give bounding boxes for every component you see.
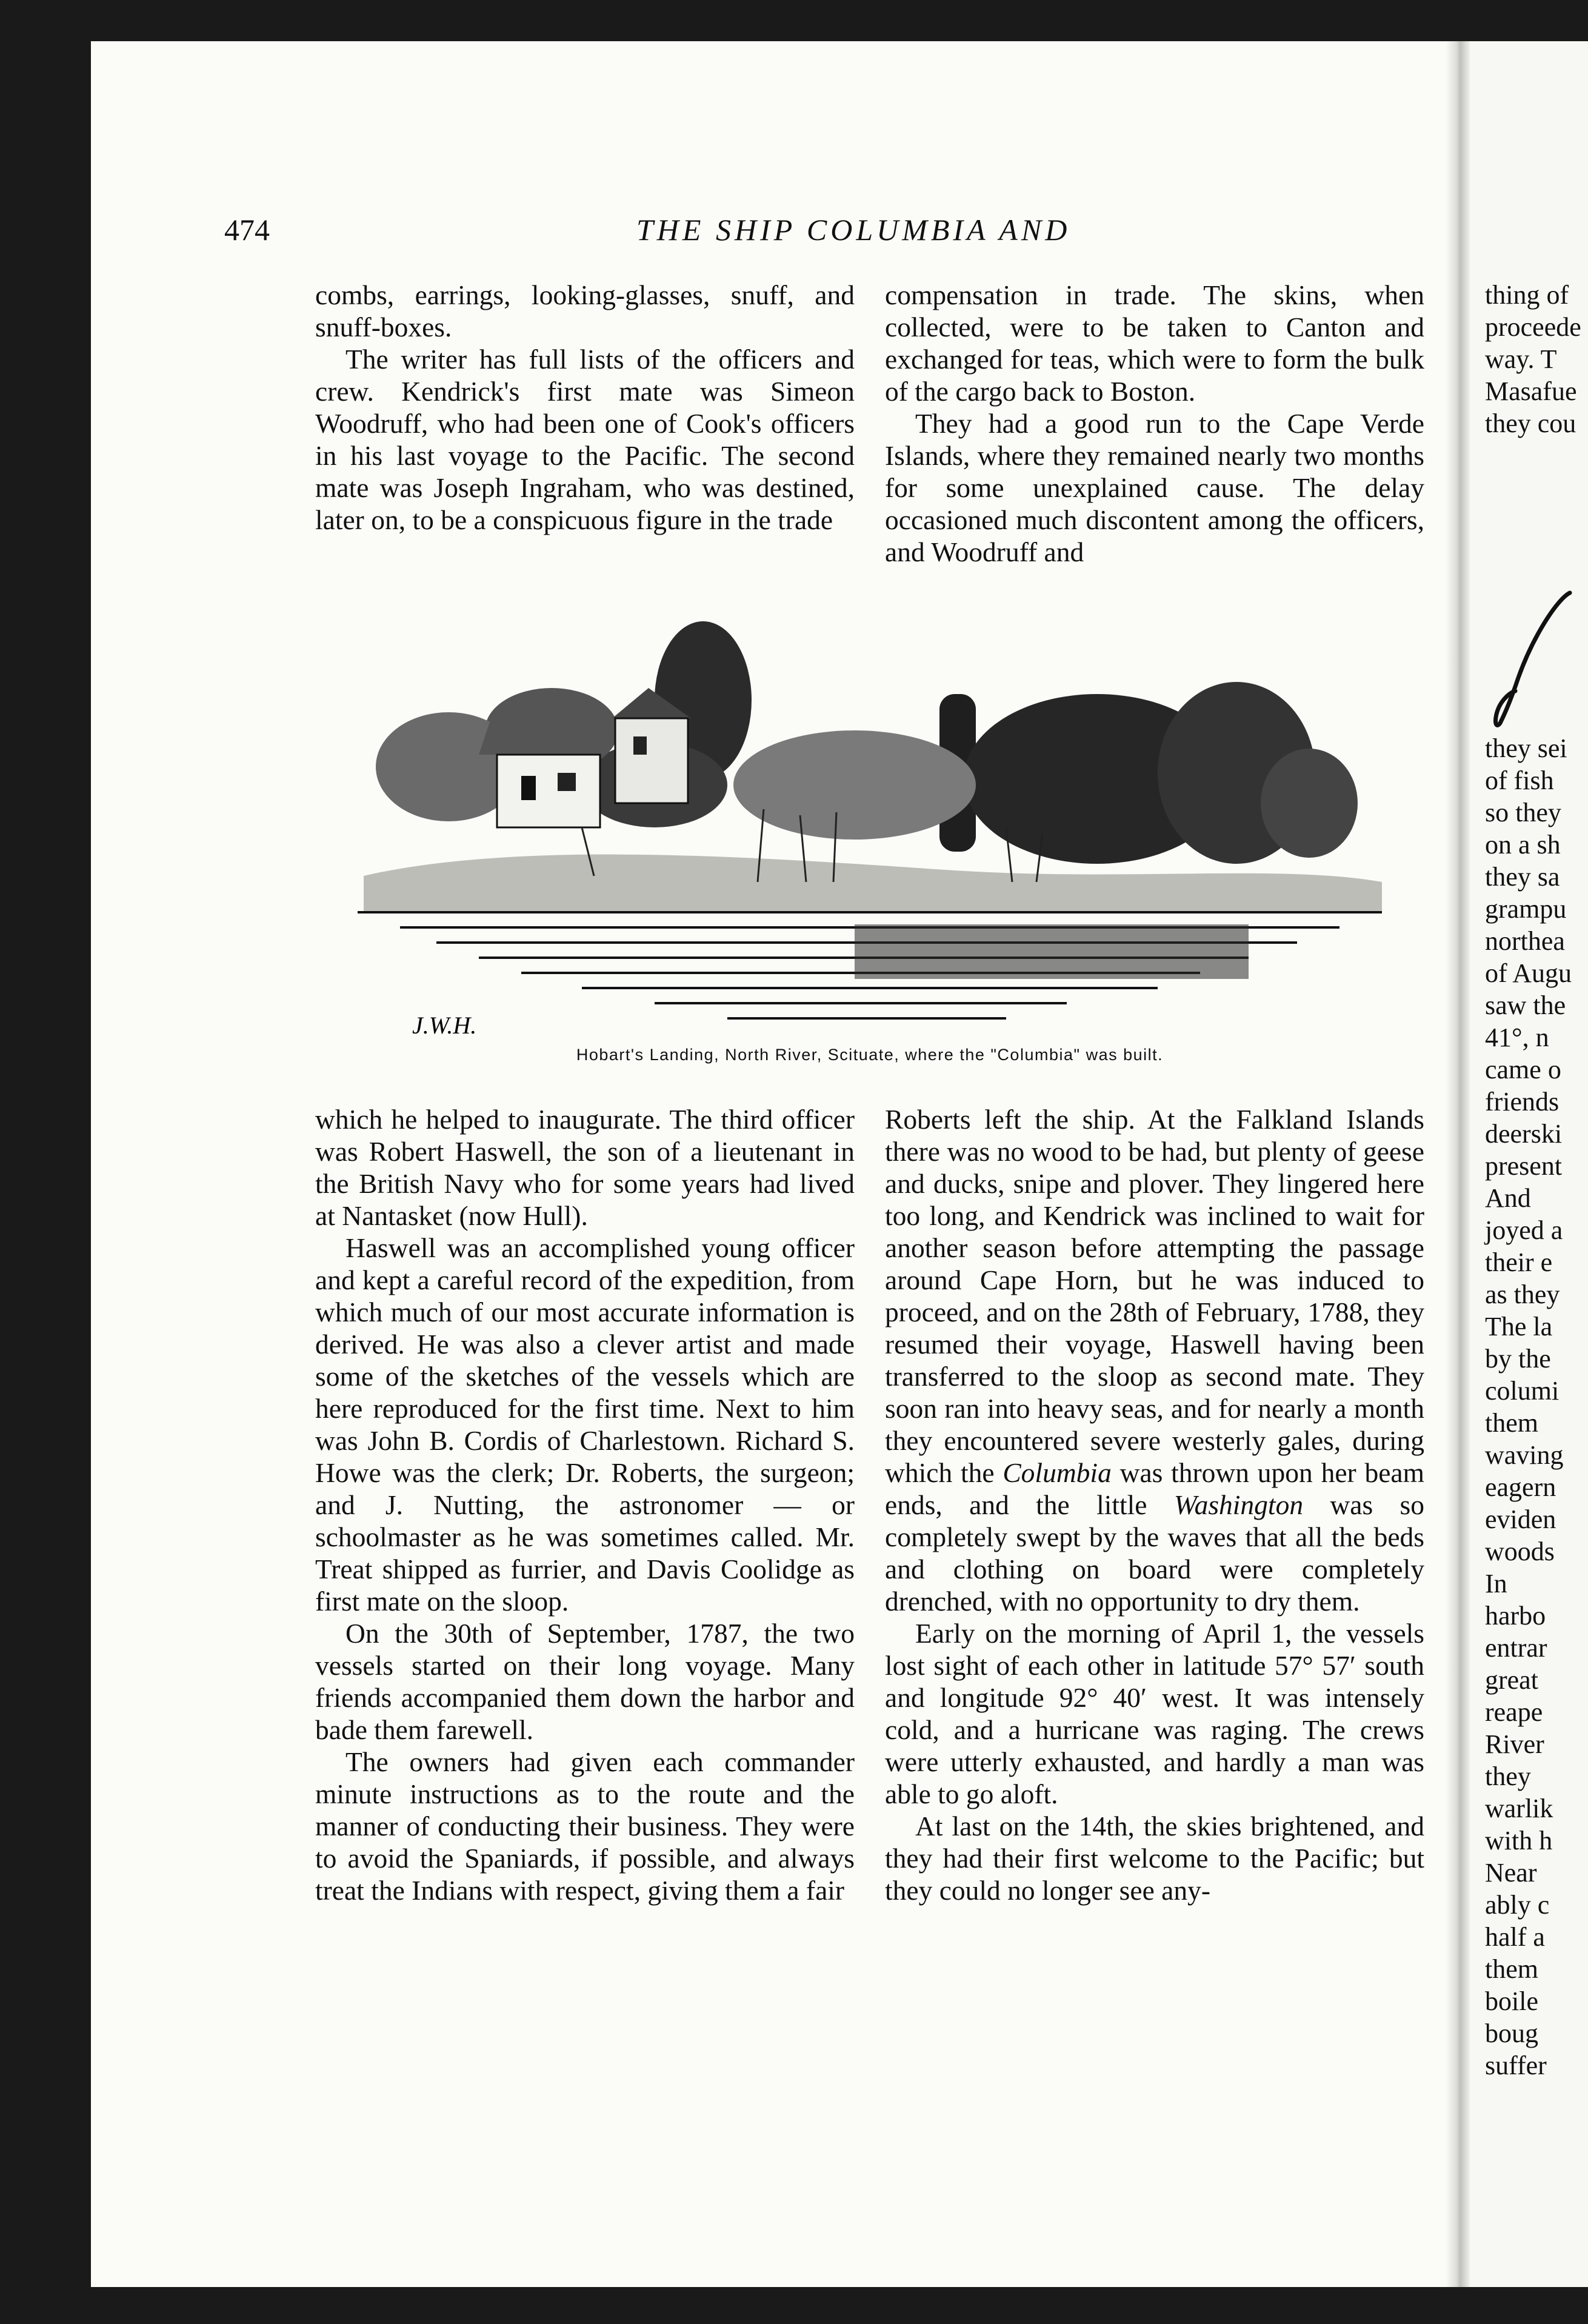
paragraph: They had a good run to the Cape Verde Islands, where they remained nearly two months for some unexplained cause. The delay occasioned much discontent among the officers, and Woodruff and	[885, 408, 1424, 567]
facing-page-line: In	[1485, 1569, 1507, 1598]
facing-page-line: half a	[1485, 1922, 1545, 1952]
facing-page-line: Masafue	[1485, 376, 1577, 406]
facing-page-line: 41°, n	[1485, 1023, 1549, 1052]
facing-page	[1458, 41, 1588, 2287]
facing-page-line: thing of	[1485, 280, 1569, 310]
facing-page-line: eviden	[1485, 1504, 1556, 1534]
facing-page-line: Near	[1485, 1858, 1537, 1888]
facing-page-line: friends	[1485, 1087, 1560, 1117]
paragraph: The writer has full lists of the officers and crew. Kendrick's first mate was Simeon Woodruff, who had been one of Cook's officers in his last voyage to the Pacific. The second mate was Joseph Ingraham, who was destined, later on, to be a conspicuous figure in the trade	[315, 344, 855, 535]
ornamental-initial-letter	[1491, 587, 1576, 732]
text-run: was so completely swept by the waves that all the beds and clothing on board were completely drenched, with no opportunity to dry them.	[885, 1489, 1424, 1617]
facing-page-line: boug	[1485, 2018, 1538, 2048]
column-right-top	[885, 279, 1424, 568]
facing-page-line: reape	[1485, 1697, 1543, 1727]
facing-page-line: by the	[1485, 1344, 1551, 1374]
facing-page-line: warlik	[1485, 1794, 1553, 1823]
column-left-top	[315, 279, 855, 536]
facing-page-line: boile	[1485, 1986, 1538, 2016]
facing-page-line: way. T	[1485, 344, 1557, 374]
facing-page-line: them	[1485, 1408, 1538, 1438]
page-number: 474	[224, 213, 270, 247]
facing-page-line: columi	[1485, 1376, 1560, 1406]
facing-page-line: on a sh	[1485, 830, 1561, 860]
page-header	[224, 212, 1424, 255]
facing-page-line: And	[1485, 1183, 1531, 1213]
column-right-bottom	[885, 1103, 1424, 1906]
facing-page-line: waving	[1485, 1440, 1564, 1470]
ship-name: Washington	[1173, 1489, 1304, 1520]
facing-page-line: grampu	[1485, 894, 1567, 924]
facing-page-line: ably c	[1485, 1890, 1550, 1920]
running-title: THE SHIP COLUMBIA AND	[636, 213, 1071, 247]
facing-page-line: northea	[1485, 926, 1565, 956]
text-run: Roberts left the ship. At the Falkland Islands there was no wood to be had, but plenty of geese and ducks, snipe and plover. They lingered here too long, and Kendrick was inclined to wait for another season before attempting the passage around Cape Horn, but he was induced to proceed, and on the 28th of February, 1788, they resumed their voyage, Haswell having been transferred to the sloop as second mate. They soon ran into heavy seas, and for nearly a month they encountered severe westerly gales, during which the	[885, 1104, 1424, 1488]
column-left-bottom	[315, 1103, 855, 1906]
facing-page-line: proceede	[1485, 312, 1581, 342]
facing-page-line: entrar	[1485, 1633, 1547, 1663]
facing-page-line: so they	[1485, 798, 1561, 827]
facing-page-line: great	[1485, 1665, 1538, 1695]
figure-caption: Hobart's Landing, North River, Scituate, where the "Columbia" was built.	[576, 1046, 1164, 1064]
facing-page-line: as they	[1485, 1280, 1560, 1309]
facing-page-line: of fish	[1485, 766, 1554, 795]
facing-page-line: they sa	[1485, 862, 1560, 892]
facing-page-line: saw the	[1485, 990, 1566, 1020]
facing-page-line: present	[1485, 1151, 1563, 1181]
paragraph: which he helped to inaugurate. The third officer was Robert Haswell, the son of a lieutenant in the British Navy who for some years had lived at Nantasket (now Hull).	[315, 1104, 855, 1231]
ship-name: Columbia	[1003, 1457, 1112, 1488]
page-gutter	[1446, 41, 1470, 2287]
reflection	[855, 924, 1249, 979]
facing-page-line: harbo	[1485, 1601, 1546, 1631]
paragraph: Haswell was an accomplished young officer and kept a careful record of the expedition, from which much of our most accurate information is derived. He was also a clever artist and made some of the sketches of the vessels which are here reproduced for the first time. Next to him was John B. Cordis of Charlestown. Richard S. Howe was the clerk; Dr. Roberts, the surgeon; and J. Nutting, the astronomer — or schoolmaster as he was sometimes called. Mr. Treat shipped as furrier, and Davis Coolidge as first mate on the sloop.	[315, 1232, 855, 1617]
paragraph: combs, earrings, looking-glasses, snuff, and snuff-boxes.	[315, 279, 855, 342]
facing-page-line: suffer	[1485, 2051, 1547, 2080]
facing-page-line: came o	[1485, 1055, 1561, 1084]
facing-page-line: they sei	[1485, 733, 1567, 763]
facing-page-line: they	[1485, 1761, 1531, 1791]
paragraph	[885, 1103, 1424, 1617]
facing-page-line: eagern	[1485, 1472, 1556, 1502]
facing-page-line: The la	[1485, 1312, 1553, 1341]
paragraph: compensation in trade. The skins, when collected, were to be taken to Canton and exchanged for teas, which were to form the bulk of the cargo back to Boston.	[885, 279, 1424, 407]
facing-page-line: their e	[1485, 1247, 1553, 1277]
paragraph: On the 30th of September, 1787, the two vessels started on their long voyage. Many friends accompanied them down the harbor and bade them farewell.	[315, 1618, 855, 1745]
facing-page-line: joyed a	[1485, 1215, 1563, 1245]
text-run: was thrown upon her beam ends, and the little	[885, 1457, 1424, 1520]
facing-page-line: of Augu	[1485, 958, 1572, 988]
paragraph: Early on the morning of April 1, the vessels lost sight of each other in latitude 57° 57′ south and longitude 92° 40′ west. It was intensely cold, and a hurricane was raging. The crews were utterly exhausted, and hardly a man was able to go aloft.	[885, 1618, 1424, 1809]
artist-signature: J.W.H.	[412, 1012, 477, 1039]
facing-page-line: River	[1485, 1729, 1544, 1759]
facing-page-line: them	[1485, 1954, 1538, 1984]
facing-page-line: deerski	[1485, 1119, 1563, 1149]
paragraph: The owners had given each commander minute instructions as to the route and the manner of conducting their business. They were to avoid the Spaniards, if possible, and always treat the Indians with respect, giving them a fair	[315, 1746, 855, 1906]
landscape-illustration	[339, 597, 1400, 1046]
facing-page-line: woods	[1485, 1537, 1555, 1566]
facing-page-line: with h	[1485, 1826, 1553, 1855]
paragraph: At last on the 14th, the skies brightened, and they had their first welcome to the Pacific; but they could no longer see any-	[885, 1811, 1424, 1906]
facing-page-line: they cou	[1485, 409, 1576, 438]
